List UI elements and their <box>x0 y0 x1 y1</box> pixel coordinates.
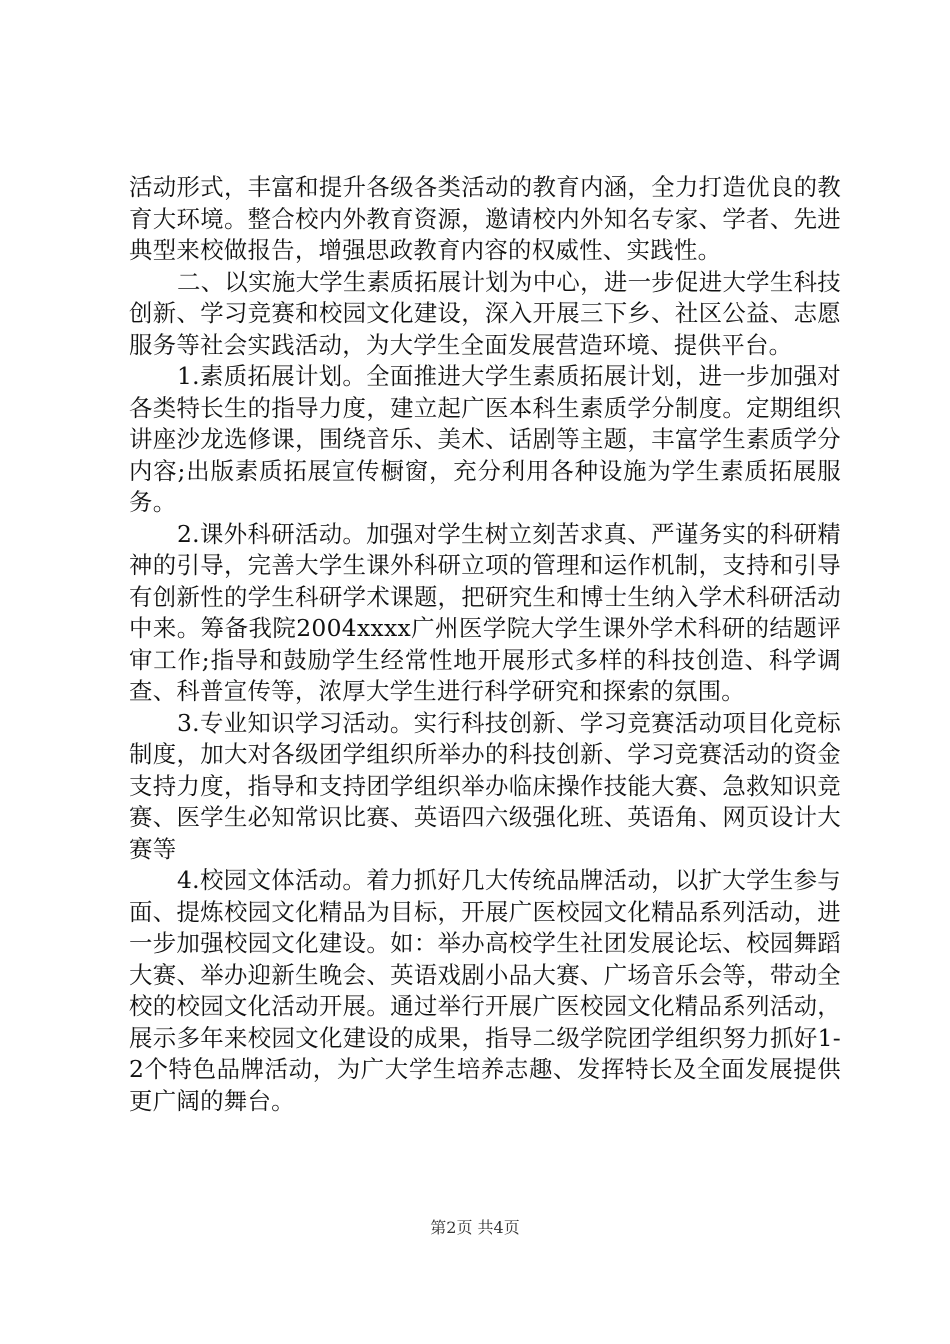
paragraph-section-two: 二、以实施大学生素质拓展计划为中心，进一步促进大学生科技创新、学习竞赛和校园文化建设，深入开展三下乡、社区公益、志愿服务等社会实践活动，为大学生全面发展营造环境、提供平台。 <box>129 267 841 359</box>
paragraph-continuation: 活动形式，丰富和提升各级各类活动的教育内涵，全力打造优良的教育大环境。整合校内外教育资源，邀请校内外知名专家、学者、先进典型来校做报告，增强思政教育内容的权威性、实践性。 <box>129 173 841 264</box>
paragraph-item-3: 3.专业知识学习活动。实行科技创新、学习竞赛活动项目化竞标制度，加大对各级团学组织所举办的科技创新、学习竞赛活动的资金支持力度，指导和支持团学组织举办临床操作技能大赛、急救知识竞赛、医学生必知常识比赛、英语四六级强化班、英语角、网页设计大赛等 <box>129 708 841 863</box>
document-body <box>129 172 841 1117</box>
paragraph-item-2: 2.课外科研活动。加强对学生树立刻苦求真、严谨务实的科研精神的引导，完善大学生课外科研立项的管理和运作机制，支持和引导有创新性的学生科研学术课题，把研究生和博士生纳入学术科研活动中来。筹备我院2004xxxx广州医学院大学生课外学术科研的结题评审工作;指导和鼓励学生经常性地开展形式多样的科技创造、科学调查、科普宣传等，浓厚大学生进行科学研究和探索的氛围。 <box>129 519 841 705</box>
paragraph-item-4: 4.校园文体活动。着力抓好几大传统品牌活动，以扩大学生参与面、提炼校园文化精品为目标，开展广医校园文化精品系列活动，进一步加强校园文化建设。如：举办高校学生社团发展论坛、校园舞蹈大赛、举办迎新生晚会、英语戏剧小品大赛、广场音乐会等，带动全校的校园文化活动开展。通过举行开展广医校园文化精品系列活动，展示多年来校园文化建设的成果，指导二级学院团学组织努力抓好1-2个特色品牌活动，为广大学生培养志趣、发挥特长及全面发展提供更广阔的舞台。 <box>129 866 841 1115</box>
page-number-footer: 第2页 共4页 <box>430 1218 520 1237</box>
paragraph-item-1: 1.素质拓展计划。全面推进大学生素质拓展计划，进一步加强对各类特长生的指导力度，建立起广医本科生素质学分制度。定期组织讲座沙龙选修课，围绕音乐、美术、话剧等主题，丰富学生素质学分内容;出版素质拓展宣传橱窗，充分利用各种设施为学生素质拓展服务。 <box>129 362 841 516</box>
